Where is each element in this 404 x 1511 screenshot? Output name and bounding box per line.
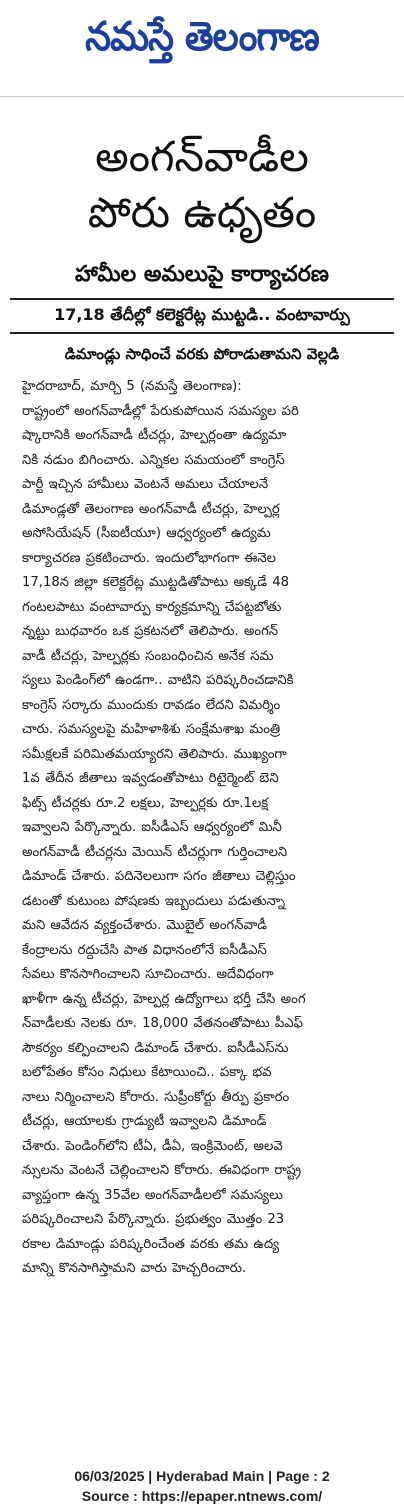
article-line: న్నట్టు బుధవారం ఒక ప్రకటనలో తెలిపారు. అంగన్ [22, 624, 279, 639]
article-line: అసోసియేషన్ (సీఐటీయూ) ఆధ్వర్యంలో ఉద్యమ [22, 526, 271, 541]
article-line: కార్యాచరణ ప్రకటించారు. ఇందులోభాగంగా ఈనెల [22, 550, 276, 566]
article-line: అంగన్‌వాడీ టీచర్లను మెయిన్ టీచర్లుగా గుర్తించాలని [22, 844, 288, 860]
article-line: స్యలు పెండింగ్‌లో ఉండగా.. వాటిని పరిష్కరించడానికి [22, 673, 294, 688]
article-line: సేవలు కొనసాగించాలని సూచించారు. అదేవిధంగా [22, 967, 274, 982]
kicker-top-rule [10, 298, 394, 300]
article-line: కాంగ్రెస్ సర్కారు ముందుకు రావడం లేదని విమర్శిం [22, 697, 281, 713]
article-line: రకాల డిమాండ్లు పరిష్కరించేంత వరకు తమ ఉద్య [22, 1236, 280, 1252]
article-line: చేశారు. పెండింగ్‌లోని టీఏ, డీఏ, ఇంక్రిమెంట్, అలవె [22, 1138, 283, 1154]
headline-line-1: అంగన్‌వాడీల [95, 132, 309, 181]
article-body [22, 375, 386, 1282]
article-line: టీచర్లు, ఆయాలకు గ్రాడ్యుటీ ఇవ్వాలని డిమాండ్ [22, 1114, 267, 1129]
article-line: ఖాళీగా ఉన్న టీచర్లు, హెల్పర్ల ఉద్యోగాలు భర్తీ చేసి అంగ [22, 991, 306, 1007]
article-line: డిమాండ్ చేశారు. పదినెలలుగా సగం జీతాలు చెల్లిస్తుం [22, 869, 296, 884]
footer-date-edition: 06/03/2025 | Hyderabad Main | Page : 2 [74, 1468, 330, 1484]
article-line: కేంద్రాలను రద్దుచేసి పాత విధానంలోనే ఐసీడీఎస్ [22, 942, 267, 958]
article-line: గంటలపాటు వంటావార్పు కార్యక్రమాన్ని చేపట్టబోతు [22, 599, 282, 615]
article-line: నికి నడుం బిగించారు. ఎన్నికల సమయంలో కాంగ్రెస్ [22, 452, 285, 468]
article-line: డటంతో కుటుంబ పోషణకు ఇబ్బందులు పడుతున్నా [22, 893, 286, 909]
article-line: మాన్ని కొనసాగిస్తామని వారు హెచ్చరించారు. [22, 1261, 247, 1276]
subheadline: హామీల అమలుపై కార్యాచరణ [75, 262, 329, 287]
article-line: 1వ తేదీన జీతాలు ఇవ్వడంతోపాటు రిటైర్మెంట్ బెని [22, 771, 279, 786]
article-line: రాష్ట్రంలో అంగన్‌వాడీల్లో పేరుకుపోయిన సమస్యల పరి [22, 403, 299, 419]
article-line: వాడీ టీచర్లు, హెల్పర్లకు సంబంధించిన అనేక సమ [22, 648, 274, 664]
article-line: హైదరాబాద్, మార్చి 5 (నమస్తే తెలంగాణ): [22, 379, 242, 394]
article-line: న్సులను వెంటనే చెల్లించాలని కోరారు. ఈవిధంగా రాష్ట్ర [22, 1163, 302, 1178]
article-line: పరిష్కరించాలని పేర్కొన్నారు. ప్రభుత్వం మొత్తం 23 [22, 1212, 285, 1227]
kicker-bottom-rule [10, 332, 394, 334]
article-line: సమీక్షలకే పరిమితమయ్యారని తెలిపారు. ముఖ్యంగా [22, 746, 287, 762]
masthead-title: నమస్తే తెలంగాణ [85, 14, 319, 60]
article-line: సౌకర్యం కల్పించాలని డిమాండ్ చేశారు. ఐసీడీఎస్‌ను [22, 1040, 289, 1056]
article-line: డిమాండ్లతో తెలంగాణ అంగన్‌వాడీ టీచర్లు, హెల్పర్ల [22, 501, 280, 517]
article-line: ఇవ్వాలని పేర్కొన్నారు. ఐసీడీఎస్ ఆధ్వర్యంలో మినీ [22, 820, 282, 835]
deck: డిమాండ్లు సాధించే వరకు పోరాడుతామని వెల్లడి [64, 345, 340, 363]
masthead [0, 0, 404, 84]
kicker: 17,18 తేదీల్లో కలెక్టరేట్ల ముట్టడి.. వంటావార్పు [54, 305, 350, 324]
article-line: 17,18న జిల్లా కలెక్టరేట్ల ముట్టడితోపాటు అక్కడే 48 [22, 575, 290, 590]
article-line: బలోపేతం కోసం నిధులు కేటాయించి.. పక్కా భవ [22, 1065, 272, 1080]
masthead-divider [0, 96, 404, 97]
article-line: ఫిట్స్ టీచర్లకు రూ.2 లక్షలు, హెల్పర్లకు రూ.1లక్ష [22, 795, 269, 811]
footer-source: Source : https://epaper.ntnews.com/ [81, 1488, 323, 1504]
article-line: వ్యాప్తంగా ఉన్న 35వేల అంగన్‌వాడీలలో సమస్యలు [22, 1187, 283, 1203]
article-line: మని ఆవేదన వ్యక్తంచేశారు. మొబైల్ అంగన్‌వాడీ [22, 918, 268, 933]
headline-line-2: పోరు ఉధృతం [87, 188, 317, 237]
article-line: చారు. సమస్యలపై మహిళాశిశు సంక్షేమశాఖ మంత్రి [22, 722, 281, 737]
article-line: పార్టీ ఇచ్చిన హామీలు వెంటనే అమలు చేయాలనే [22, 477, 269, 492]
article-line: నాలు నిర్మించాలని కోరారు. సుప్రీంకోర్టు తీర్పు ప్రకారం [22, 1089, 290, 1105]
article-line: ష్కారానికి అంగన్‌వాడీ టీచర్లు, హెల్పర్లంతా ఉద్యమా [22, 428, 287, 443]
article-line: న్‌వాడీలకు నెలకు రూ. 18,000 వేతనంతోపాటు పీఎఫ్ [22, 1016, 304, 1031]
